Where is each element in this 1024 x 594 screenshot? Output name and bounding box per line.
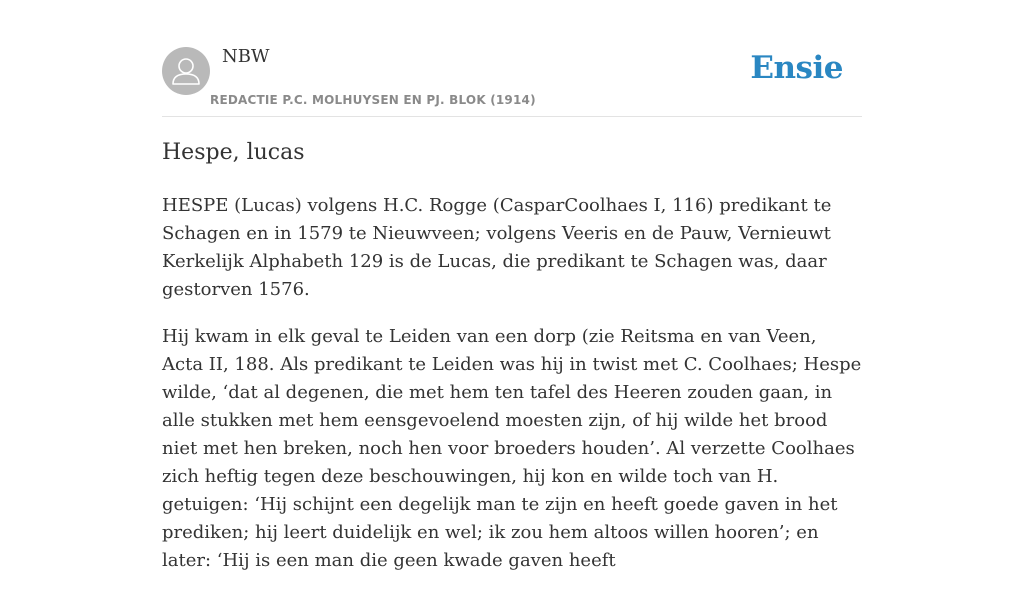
article-paragraph: HESPE (Lucas) volgens H.C. Rogge (CasparCoolhaes I, 116) predikant te Schagen en in 1579 te Nieuwveen; volgens Veeris en de Pauw, Vernieuwt Kerkelijk Alphabeth 129 is de Lucas, die predikant te Schagen was, daar gestorven 1576.	[162, 195, 832, 300]
article-paragraph: Hij kwam in elk geval te Leiden van een dorp (zie Reitsma en van Veen, Acta II, 188. Als predikant te Leiden was hij in twist met C. Coolhaes; Hespe wilde, ‘dat al degenen, die met hem ten tafel des Heeren zouden gaan, in alle stukken met hem eensgevoelend moesten zijn, of hij wilde het brood niet met hen breken, noch hen voor broeders houden’. Al verzette Coolhaes zich heftig tegen deze beschouwingen, hij kon en wilde toch van H. getuigen: ‘Hij schijnt een degelijk man te zijn en heeft goede gaven in het prediken; hij leert duidelijk en wel; ik zou hem altoos willen hooren’; en later: ‘Hij is een man die geen kwade gaven heeft	[162, 326, 862, 571]
header	[162, 0, 862, 117]
ensie-logo[interactable]: Ensie	[750, 50, 843, 86]
article-title: Hespe, lucas	[162, 140, 305, 165]
article-body	[162, 192, 862, 594]
source-subtitle: REDACTIE P.C. MOLHUYSEN EN PJ. BLOK (1914)	[210, 93, 536, 107]
source-name[interactable]: NBW	[222, 46, 270, 67]
user-icon	[162, 47, 210, 95]
avatar	[162, 47, 210, 95]
